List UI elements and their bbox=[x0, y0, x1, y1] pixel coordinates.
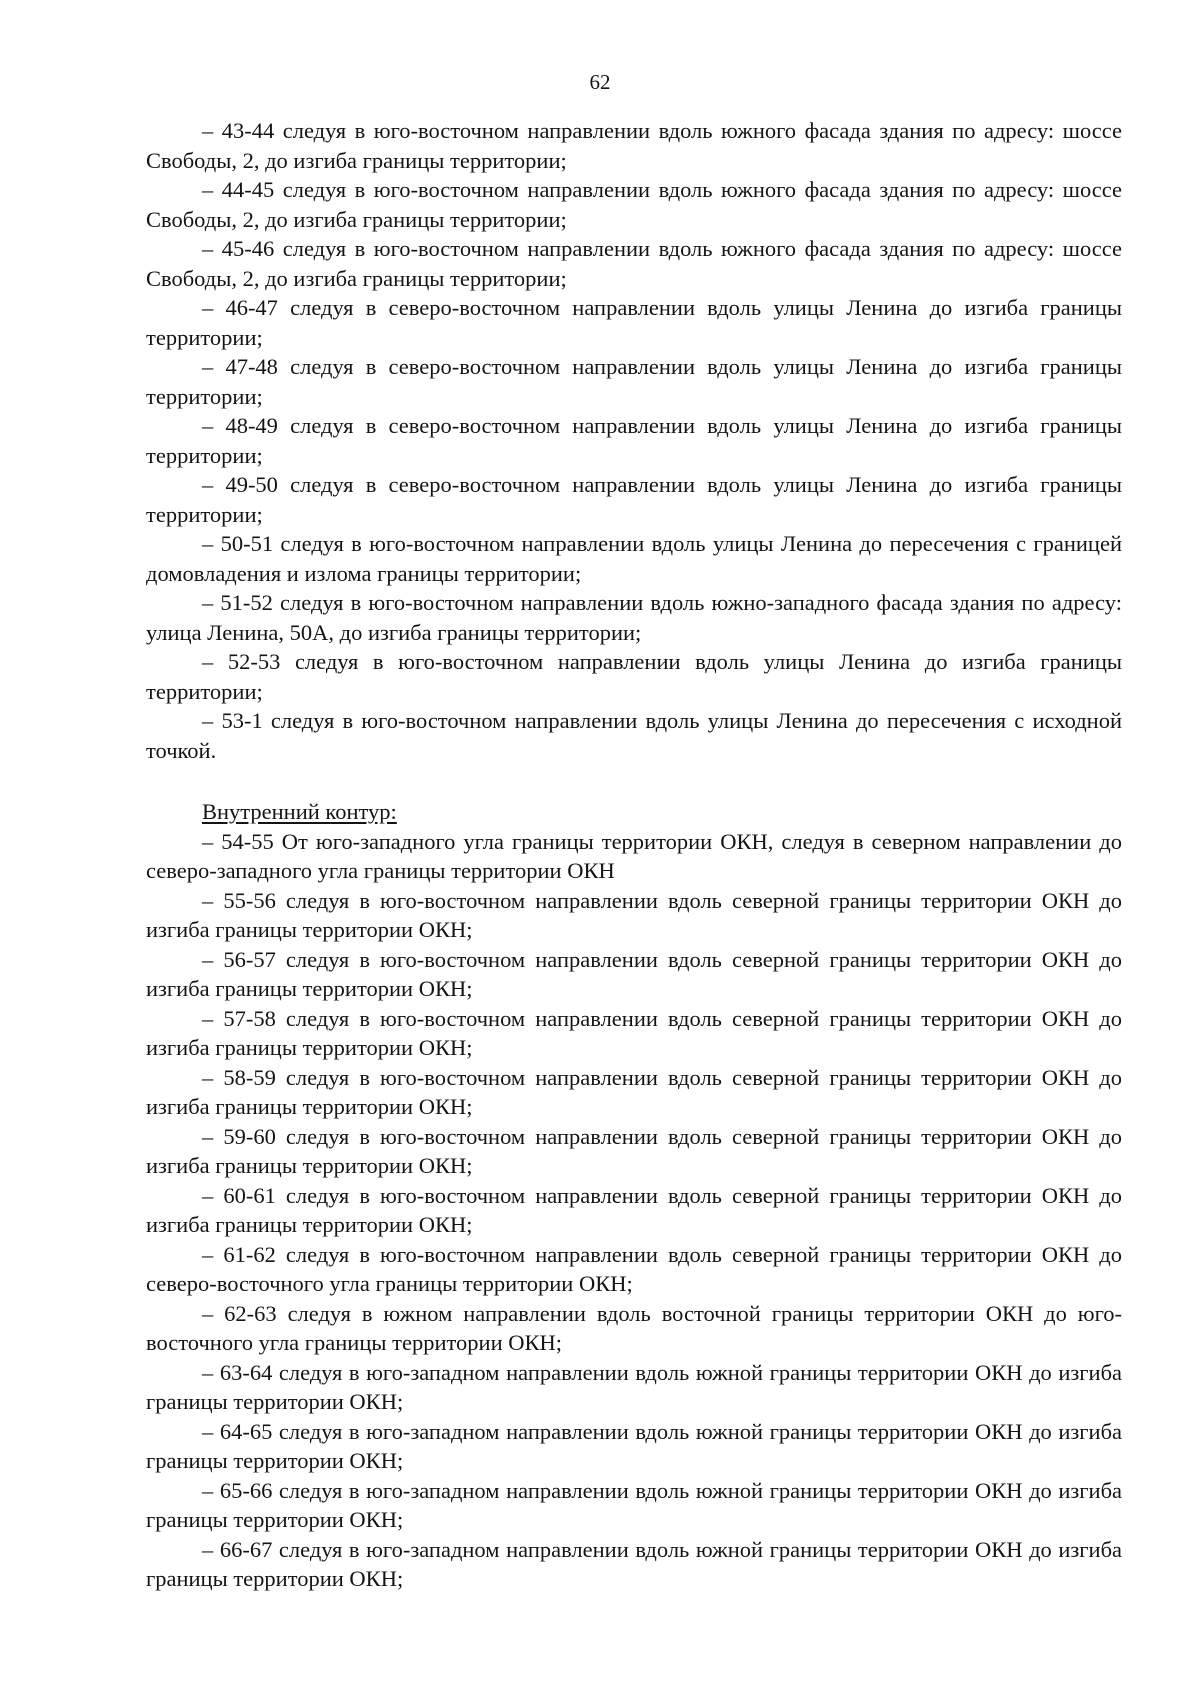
outer-contour-list bbox=[146, 116, 1122, 765]
boundary-segment-49-50: – 49-50 следуя в северо-восточном направлении вдоль улицы Ленина до изгиба границы территории; bbox=[146, 472, 1122, 527]
document-body bbox=[146, 116, 1122, 1594]
boundary-segment-56-57: – 56-57 следуя в юго-восточном направлении вдоль северной границы территории ОКН до изгиба границы территории ОКН; bbox=[146, 946, 1122, 1001]
boundary-segment-58-59: – 58-59 следуя в юго-восточном направлении вдоль северной границы территории ОКН до изгиба границы территории ОКН; bbox=[146, 1064, 1122, 1119]
inner-contour-heading-text: Внутренний контур: bbox=[202, 799, 397, 824]
boundary-segment-57-58: – 57-58 следуя в юго-восточном направлении вдоль северной границы территории ОКН до изгиба границы территории ОКН; bbox=[146, 1005, 1122, 1060]
boundary-segment-61-62: – 61-62 следуя в юго-восточном направлении вдоль северной границы территории ОКН до северо-восточного угла границы территории ОКН; bbox=[146, 1241, 1122, 1296]
boundary-segment-65-66: – 65-66 следуя в юго-западном направлении вдоль южной границы территории ОКН до изгиба границы территории ОКН; bbox=[146, 1477, 1122, 1532]
boundary-segment-66-67: – 66-67 следуя в юго-западном направлении вдоль южной границы территории ОКН до изгиба границы территории ОКН; bbox=[146, 1536, 1122, 1591]
boundary-segment-45-46: – 45-46 следуя в юго-восточном направлении вдоль южного фасада здания по адресу: шоссе Свободы, 2, до изгиба границы территории; bbox=[146, 236, 1122, 291]
boundary-segment-64-65: – 64-65 следуя в юго-западном направлении вдоль южной границы территории ОКН до изгиба границы территории ОКН; bbox=[146, 1418, 1122, 1473]
boundary-segment-51-52: – 51-52 следуя в юго-восточном направлении вдоль южно-западного фасада здания по адресу: улица Ленина, 50А, до изгиба границы территории; bbox=[146, 590, 1122, 645]
inner-contour-list bbox=[146, 827, 1122, 1594]
boundary-segment-59-60: – 59-60 следуя в юго-восточном направлении вдоль северной границы территории ОКН до изгиба границы территории ОКН; bbox=[146, 1123, 1122, 1178]
boundary-segment-50-51: – 50-51 следуя в юго-восточном направлении вдоль улицы Ленина до пересечения с границей домовладения и излома границы территории; bbox=[146, 531, 1122, 586]
boundary-segment-44-45: – 44-45 следуя в юго-восточном направлении вдоль южного фасада здания по адресу: шоссе Свободы, 2, до изгиба границы территории; bbox=[146, 177, 1122, 232]
boundary-segment-43-44: – 43-44 следуя в юго-восточном направлении вдоль южного фасада здания по адресу: шоссе Свободы, 2, до изгиба границы территории; bbox=[146, 118, 1122, 173]
boundary-segment-62-63: – 62-63 следуя в южном направлении вдоль восточной границы территории ОКН до юго-восточного угла границы территории ОКН; bbox=[146, 1300, 1122, 1355]
boundary-segment-48-49: – 48-49 следуя в северо-восточном направлении вдоль улицы Ленина до изгиба границы территории; bbox=[146, 413, 1122, 468]
boundary-segment-46-47: – 46-47 следуя в северо-восточном направлении вдоль улицы Ленина до изгиба границы территории; bbox=[146, 295, 1122, 350]
boundary-segment-54-55: – 54-55 От юго-западного угла границы территории ОКН, следуя в северном направлении до северо-западного угла границы территории ОКН bbox=[146, 828, 1122, 883]
boundary-segment-52-53: – 52-53 следуя в юго-восточном направлении вдоль улицы Ленина до изгиба границы территории; bbox=[146, 649, 1122, 704]
boundary-segment-53-1: – 53-1 следуя в юго-восточном направлении вдоль улицы Ленина до пересечения с исходной точкой. bbox=[146, 708, 1122, 763]
inner-contour-heading bbox=[146, 797, 1122, 827]
boundary-segment-55-56: – 55-56 следуя в юго-восточном направлении вдоль северной границы территории ОКН до изгиба границы территории ОКН; bbox=[146, 887, 1122, 942]
page-number: 62 bbox=[589, 70, 611, 94]
boundary-segment-60-61: – 60-61 следуя в юго-восточном направлении вдоль северной границы территории ОКН до изгиба границы территории ОКН; bbox=[146, 1182, 1122, 1237]
boundary-segment-63-64: – 63-64 следуя в юго-западном направлении вдоль южной границы территории ОКН до изгиба границы территории ОКН; bbox=[146, 1359, 1122, 1414]
boundary-segment-47-48: – 47-48 следуя в северо-восточном направлении вдоль улицы Ленина до изгиба границы территории; bbox=[146, 354, 1122, 409]
